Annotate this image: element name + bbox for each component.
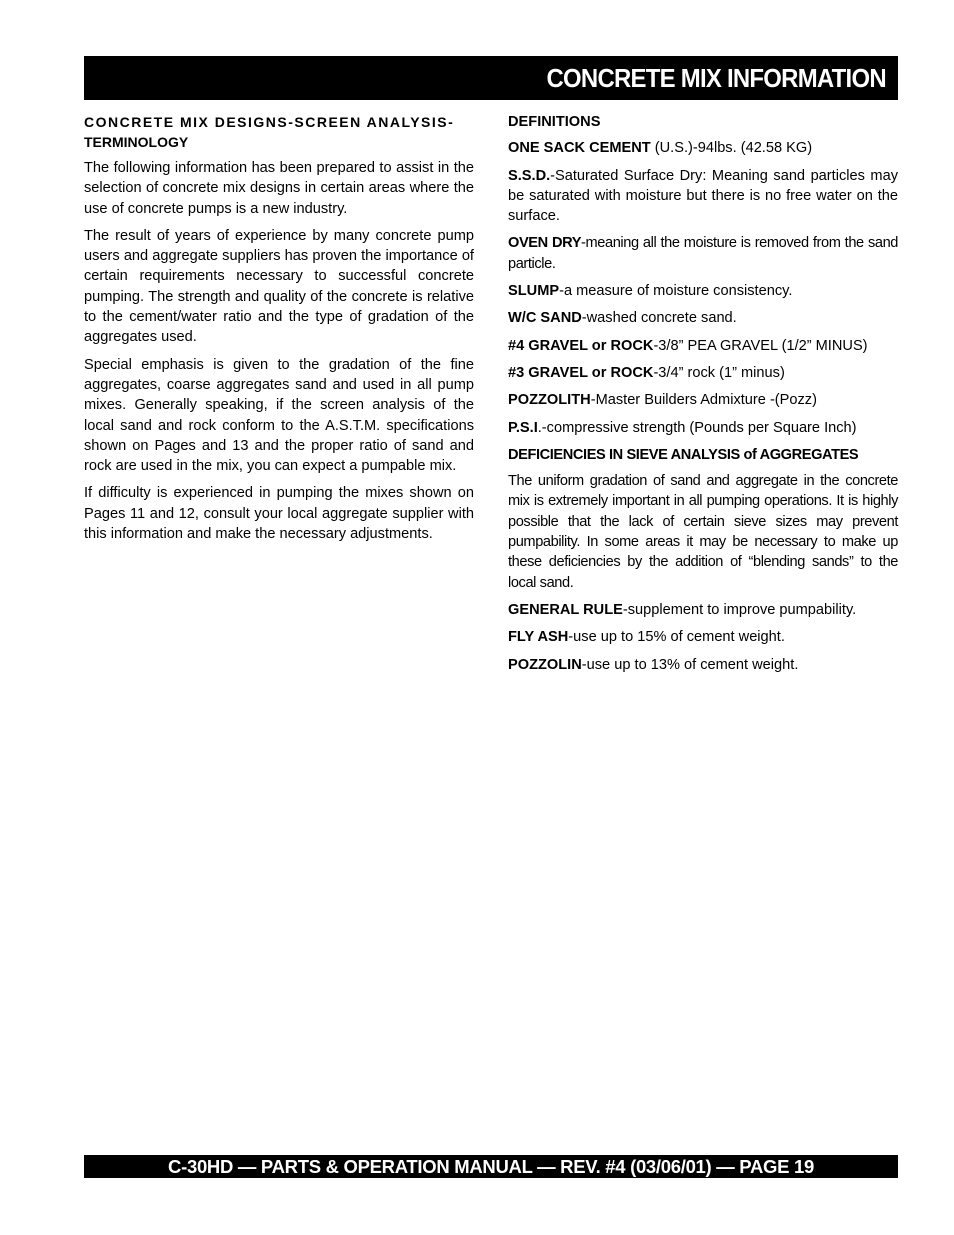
definition-item — [508, 390, 898, 410]
definition-term: W/C SAND — [508, 310, 582, 327]
rule-term: POZZOLIN — [508, 656, 582, 673]
definition-text: -a measure of moisture consistency. — [559, 283, 793, 300]
definition-item — [508, 233, 898, 274]
rule-term: GENERAL RULE — [508, 601, 623, 618]
rule-text: -supplement to improve pumpability. — [622, 601, 857, 618]
definition-text: -Master Builders Admixture -(Pozz) — [590, 392, 817, 409]
definition-term: POZZOLITH — [508, 392, 591, 409]
rule-text: -use up to 15% of cement weight. — [568, 629, 785, 646]
definition-term: OVEN DRY — [508, 235, 582, 252]
page-footer: C-30HD — PARTS & OPERATION MANUAL — REV. #4 (03/06/01) — PAGE 19 — [168, 1156, 814, 1177]
definition-item — [508, 308, 898, 328]
definition-text: -meaning all the moisture is removed from the sand particle. — [508, 235, 898, 272]
section-heading-line1: CONCRETE MIX DESIGNS-SCREEN ANALYSIS- — [84, 114, 455, 130]
deficiencies-paragraph: The uniform gradation of sand and aggregate in the concrete mix is extremely important in all pumping operations. It is highly possible that the lack of certain sieve sizes may prevent pumpability. In some areas it may be necessary to make up these deficiencies by the addition of “blending sands” to the local sand. — [508, 473, 898, 591]
definitions-heading: DEFINITIONS — [508, 114, 601, 130]
definition-term: #4 GRAVEL or ROCK — [508, 337, 654, 354]
left-column — [84, 112, 474, 551]
rule-item — [508, 655, 898, 675]
section-heading — [84, 112, 474, 152]
definition-text: -washed concrete sand. — [581, 310, 737, 327]
difficulty-paragraph: If difficulty is experienced in pumping the mixes shown on Pages 11 and 12, consult your local aggregate supplier with this information and make the necessary adjustments. — [84, 485, 474, 543]
definition-item — [508, 418, 898, 438]
experience-paragraph: The result of years of experience by many concrete pump users and aggregate suppliers has proven the importance of certain requirements necessary to successful concrete pumping. The strength and quality of the concrete is relative to the cement/water ratio and the type of gradation of the aggregates used. — [84, 227, 474, 346]
definition-item — [508, 166, 898, 227]
right-column — [508, 112, 898, 682]
definition-text: (U.S.)-94lbs. (42.58 KG) — [650, 140, 813, 157]
definition-text: -Saturated Surface Dry: Meaning sand particles may be saturated with moisture but there is no free water on the surface. — [508, 167, 898, 225]
definition-item — [508, 281, 898, 301]
definition-term: SLUMP — [508, 283, 560, 300]
rule-text: -use up to 13% of cement weight. — [581, 656, 799, 673]
definition-term: ONE SACK CEMENT — [508, 140, 651, 157]
emphasis-paragraph: Special emphasis is given to the gradation of the fine aggregates, coarse aggregates sand and used in all pump mixes. Generally speaking, if the screen analysis of the local sand and rock conform to the A.S.T.M. specifications shown on Pages and 13 and the proper ratio of sand and rock are used in the mix, you can expect a pumpable mix. — [84, 356, 474, 475]
rule-item — [508, 600, 898, 620]
page-header-bar — [84, 56, 898, 100]
definition-item — [508, 363, 898, 383]
definition-item — [508, 336, 898, 356]
rule-term: FLY ASH — [508, 629, 569, 646]
definition-term: #3 GRAVEL or ROCK — [508, 364, 654, 381]
definition-text: .-compressive strength (Pounds per Square Inch) — [537, 419, 857, 436]
section-heading-line2: TERMINOLOGY — [84, 134, 189, 150]
definition-text: -3/8” PEA GRAVEL (1/2” MINUS) — [653, 337, 868, 354]
deficiencies-heading: DEFICIENCIES IN SIEVE ANALYSIS of AGGREGATES — [508, 446, 859, 463]
rule-item — [508, 627, 898, 647]
definition-text: -3/4” rock (1” minus) — [653, 364, 785, 381]
definition-term: S.S.D. — [508, 167, 551, 184]
definition-term: P.S.I — [508, 419, 538, 436]
page-title: CONCRETE MIX INFORMATION — [546, 63, 886, 93]
page-footer-bar — [84, 1155, 898, 1178]
intro-paragraph: The following information has been prepared to assist in the selection of concrete mix designs in certain areas where the use of concrete pumps is a new industry. — [84, 160, 474, 217]
definition-item — [508, 138, 898, 158]
